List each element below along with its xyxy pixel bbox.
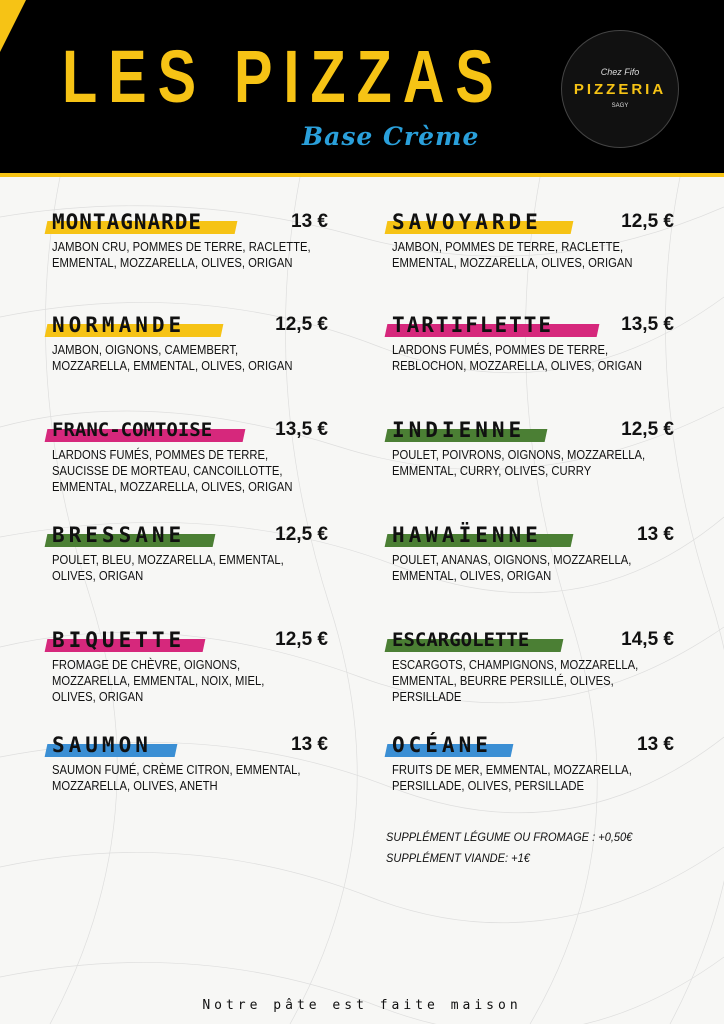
description-line: EMMENTAL, MOZZARELLA, OLIVES, ORIGAN: [392, 256, 633, 270]
description-line: MOZZARELLA, OLIVES, ANETH: [52, 779, 218, 793]
pizza-item: [52, 732, 352, 794]
description-line: LARDONS FUMÉS, POMMES DE TERRE,: [392, 343, 609, 357]
pizza-item: [392, 209, 692, 271]
pizza-item: [52, 522, 352, 584]
supplement-line: SUPPLÉMENT VIANDE: +1€: [386, 851, 530, 865]
description-line: MOZZARELLA, EMMENTAL, OLIVES, ORIGAN: [52, 359, 293, 373]
pizza-name-wrap: [52, 732, 152, 758]
description-line: LARDONS FUMÉS, POMMES DE TERRE,: [52, 448, 269, 462]
pizza-price: 12,5 €: [621, 211, 674, 232]
pizza-name: OCÉANE: [392, 733, 492, 757]
description-line: POULET, POIVRONS, OIGNONS, MOZZARELLA,: [392, 448, 646, 462]
pizza-item: [392, 732, 692, 794]
pizza-price: 13 €: [291, 734, 328, 755]
pizza-price: 13 €: [637, 734, 674, 755]
corner-accent: [0, 0, 26, 52]
description-line: REBLOCHON, MOZZARELLA, OLIVES, ORIGAN: [392, 359, 643, 373]
pizza-description: [392, 552, 653, 584]
pizza-description: [392, 239, 653, 271]
page-subtitle: Base Crème: [302, 122, 480, 151]
description-line: SAUCISSE DE MORTEAU, CANCOILLOTTE,: [52, 464, 283, 478]
pizza-description: [392, 762, 653, 794]
pizza-name-wrap: [52, 209, 202, 235]
pizza-description: [52, 447, 313, 495]
description-line: POULET, BLEU, MOZZARELLA, EMMENTAL,: [52, 553, 284, 567]
pizza-name: BIQUETTE: [52, 628, 186, 652]
description-line: JAMBON, POMMES DE TERRE, RACLETTE,: [392, 240, 624, 254]
pizza-description: [392, 447, 653, 479]
logo-line-2: PIZZERIA: [573, 81, 667, 98]
pizza-name-wrap: [392, 312, 553, 338]
supplements-note: [386, 827, 632, 869]
pizza-item: [52, 417, 352, 495]
supplement-line: SUPPLÉMENT LÉGUME OU FROMAGE : +0,50€: [386, 830, 633, 844]
pizza-price: 13,5 €: [275, 419, 328, 440]
pizza-name-wrap: [392, 522, 542, 548]
pizza-item: [52, 312, 352, 374]
pizza-description: [392, 657, 653, 705]
pizza-item: [392, 312, 692, 374]
description-line: EMMENTAL, BEURRE PERSILLÉ, OLIVES,: [392, 674, 614, 688]
pizza-name: BRESSANE: [52, 523, 186, 547]
description-line: EMMENTAL, MOZZARELLA, OLIVES, ORIGAN: [52, 256, 293, 270]
pizza-item: [392, 417, 692, 479]
pizzeria-logo: [561, 30, 679, 148]
description-line: SAUMON FUMÉ, CRÈME CITRON, EMMENTAL,: [52, 763, 301, 777]
pizza-price: 13 €: [637, 524, 674, 545]
pizza-name-wrap: [392, 732, 492, 758]
pizza-name: HAWAÏENNE: [392, 523, 542, 547]
pizza-name-wrap: [392, 417, 525, 443]
pizza-description: [52, 342, 313, 374]
pizza-price: 12,5 €: [275, 524, 328, 545]
pizza-item: [52, 627, 352, 705]
description-line: POULET, ANANAS, OIGNONS, MOZZARELLA,: [392, 553, 632, 567]
page-title: LES PIZZAS: [62, 35, 505, 118]
description-line: FRUITS DE MER, EMMENTAL, MOZZARELLA,: [392, 763, 632, 777]
description-line: JAMBON CRU, POMMES DE TERRE, RACLETTE,: [52, 240, 311, 254]
pizza-name-wrap: [392, 627, 529, 653]
pizza-name: SAUMON: [52, 733, 152, 757]
pizza-price: 14,5 €: [621, 629, 674, 650]
description-line: EMMENTAL, OLIVES, ORIGAN: [392, 569, 552, 583]
pizza-description: [52, 239, 313, 271]
description-line: JAMBON, OIGNONS, CAMEMBERT,: [52, 343, 239, 357]
description-line: PERSILLADE, OLIVES, PERSILLADE: [392, 779, 584, 793]
description-line: MOZZARELLA, EMMENTAL, NOIX, MIEL,: [52, 674, 265, 688]
description-line: ESCARGOTS, CHAMPIGNONS, MOZZARELLA,: [392, 658, 639, 672]
pizza-name-wrap: [52, 522, 185, 548]
pizza-item: [52, 209, 352, 271]
pizza-description: [52, 762, 313, 794]
pizza-description: [52, 552, 313, 584]
pizza-price: 12,5 €: [275, 314, 328, 335]
logo-line-3: SAGY: [611, 103, 629, 109]
pizza-description: [392, 342, 653, 374]
description-line: PERSILLADE: [392, 690, 462, 704]
pizza-item: [392, 522, 692, 584]
footer-note: Notre pâte est faite maison: [202, 998, 522, 1013]
pizza-name: TARTIFLETTE: [392, 313, 554, 337]
pizza-price: 13,5 €: [621, 314, 674, 335]
pizza-name: SAVOYARDE: [392, 210, 542, 234]
pizza-name-wrap: [392, 209, 542, 235]
pizza-name: NORMANDE: [52, 313, 186, 337]
pizza-name: MONTAGNARDE: [52, 210, 203, 234]
pizza-name: INDIENNE: [392, 418, 526, 442]
background-pattern: [0, 177, 724, 1024]
pizza-name: FRANC-COMTOISE: [52, 419, 213, 441]
description-line: FROMAGE DE CHÈVRE, OIGNONS,: [52, 658, 241, 672]
pizza-description: [52, 657, 313, 705]
pizza-name-wrap: [52, 312, 185, 338]
description-line: EMMENTAL, CURRY, OLIVES, CURRY: [392, 464, 592, 478]
pizza-name-wrap: [52, 417, 212, 443]
pizza-price: 12,5 €: [621, 419, 674, 440]
pizza-price: 12,5 €: [275, 629, 328, 650]
pizza-price: 13 €: [291, 211, 328, 232]
description-line: EMMENTAL, MOZZARELLA, OLIVES, ORIGAN: [52, 480, 293, 494]
pizza-name-wrap: [52, 627, 185, 653]
description-line: OLIVES, ORIGAN: [52, 690, 144, 704]
pizza-name: ESCARGOLETTE: [392, 629, 530, 651]
description-line: OLIVES, ORIGAN: [52, 569, 144, 583]
logo-line-1: Chez Fifo: [600, 67, 640, 77]
pizza-item: [392, 627, 692, 705]
